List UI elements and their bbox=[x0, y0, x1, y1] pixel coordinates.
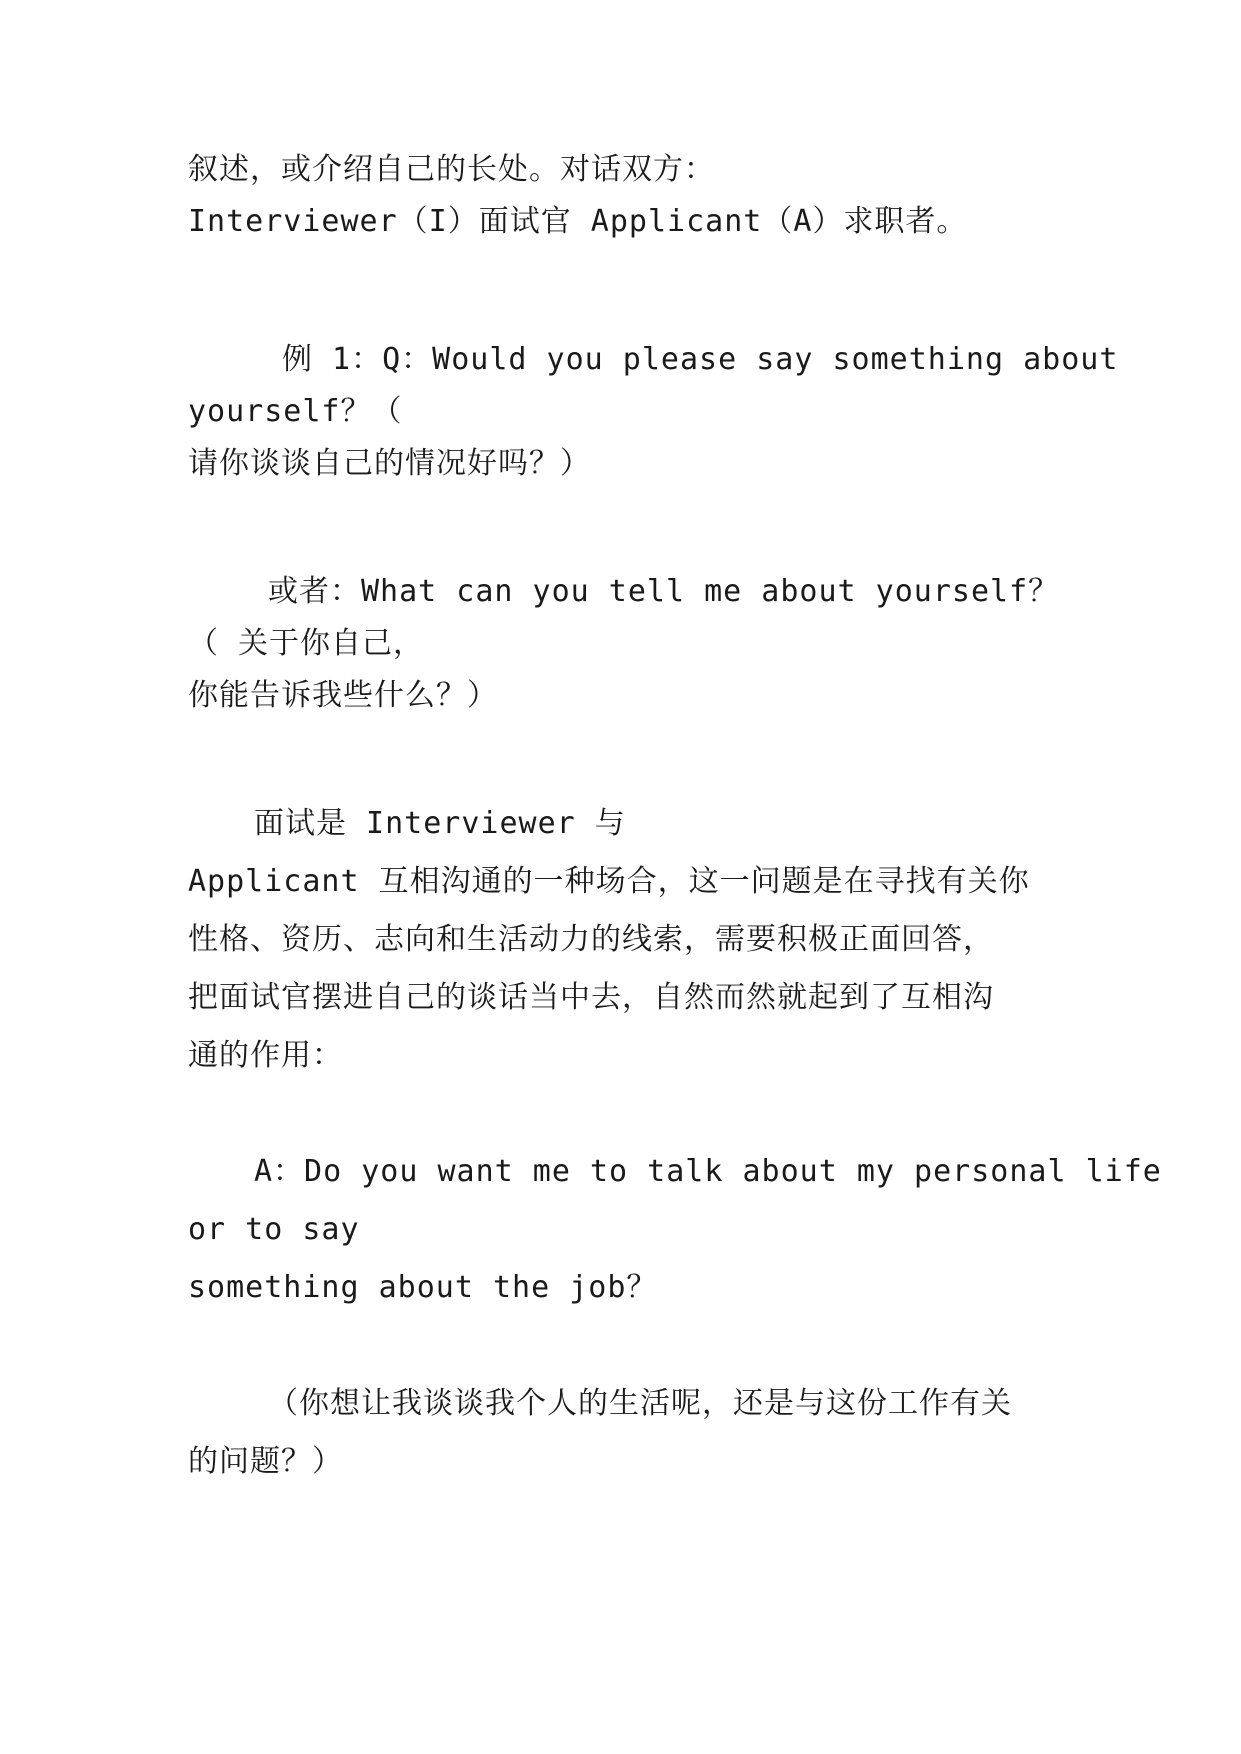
explanation-line: 把面试官摆进自己的谈话当中去，自然而然就起到了互相沟 bbox=[188, 980, 994, 1015]
answer-line: A：Do you want me to talk about my personal life bbox=[254, 1154, 1162, 1189]
answer-translation-line: （你想让我谈谈我个人的生活呢，还是与这份工作有关 bbox=[268, 1386, 1012, 1421]
paragraph-line: Interviewer（I）面试官 Applicant（A）求职者。 bbox=[188, 204, 968, 239]
explanation-line: 通的作用： bbox=[188, 1038, 343, 1073]
explanation-line: 性格、资历、志向和生活动力的线索，需要积极正面回答， bbox=[188, 922, 994, 957]
paragraph-line: 叙述，或介绍自己的长处。对话双方： bbox=[188, 152, 715, 187]
explanation-line: 面试是 Interviewer 与 bbox=[254, 806, 626, 841]
answer-translation-line: 的问题？） bbox=[188, 1444, 343, 1479]
translation-line: 你能告诉我些什么？） bbox=[188, 678, 498, 713]
answer-line: something about the job？ bbox=[188, 1270, 658, 1305]
example-question-line: 例 1：Q：Would you please say something about bbox=[282, 342, 1119, 377]
alternate-question-line: 或者：What can you tell me about yourself？ bbox=[268, 574, 1060, 609]
answer-line: or to say bbox=[188, 1212, 360, 1247]
example-question-line: yourself？（ bbox=[188, 394, 403, 429]
translation-line: 请你谈谈自己的情况好吗？） bbox=[188, 446, 591, 481]
translation-line: （ 关于你自己， bbox=[188, 626, 425, 661]
explanation-line: Applicant 互相沟通的一种场合，这一问题是在寻找有关你 bbox=[188, 864, 1030, 899]
